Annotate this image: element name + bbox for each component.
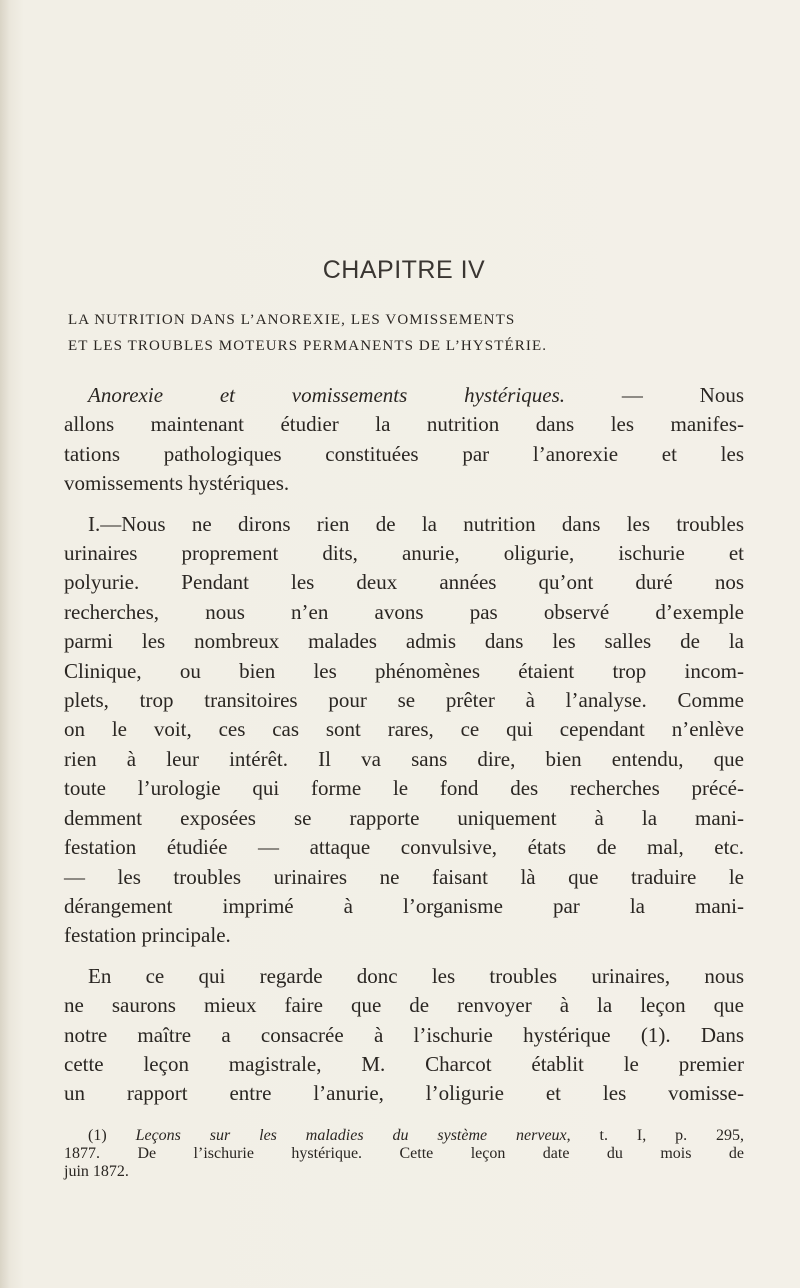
paragraph-troubles-urinaires — [64, 510, 744, 951]
paragraph-lead-rest: — Nous — [565, 383, 744, 407]
paragraph-line: rien à leur intérêt. Il va sans dire, bien entendu, que — [64, 746, 744, 771]
paragraph-lead-italic: Anorexie et vomissements hystériques. — [88, 383, 566, 407]
paragraph-line: Clinique, ou bien les phénomènes étaient trop incom- — [64, 658, 744, 683]
paragraph-line: notre maître a consacrée à l’ischurie hystérique (1). Dans — [64, 1022, 744, 1047]
paragraph-line: un rapport entre l’anurie, l’oligurie et les vomisse- — [64, 1081, 744, 1106]
paragraph-line: on le voit, ces cas sont rares, ce qui cependant n’enlève — [64, 717, 744, 742]
paragraph-line: I.—Nous ne dirons rien de la nutrition dans les troubles — [88, 511, 744, 536]
footnote-line: 1877. De l’ischurie hystérique. Cette leçon date du mois de — [64, 1144, 744, 1162]
paragraph-ischurie — [64, 962, 744, 1109]
footnote-line — [64, 1127, 744, 1145]
footnote-marker: (1) — [88, 1126, 136, 1144]
chapter-heading: CHAPITRE IV — [322, 256, 486, 284]
section-title-line-1: LA NUTRITION DANS L’ANOREXIE, LES VOMISSEMENTS — [68, 312, 516, 328]
paragraph-line: cette leçon magistrale, M. Charcot établit le premier — [64, 1051, 744, 1076]
paragraph-line: allons maintenant étudier la nutrition dans les manifes- — [64, 412, 744, 437]
paragraph-line: demment exposées se rapporte uniquement à la mani- — [64, 805, 744, 830]
paragraph-line: plets, trop transitoires pour se prêter à l’analyse. Comme — [64, 688, 744, 713]
paragraph-line: toute l’urologie qui forme le fond des recherches précé- — [64, 776, 744, 801]
footnote-italic-title: Leçons sur les maladies du système nerveux — [135, 1126, 567, 1144]
footnote-line: juin 1872. — [64, 1162, 129, 1180]
page-content — [64, 256, 744, 1181]
paragraph-line: tations pathologiques constituées par l’anorexie et les — [64, 441, 744, 466]
paragraph-line — [64, 381, 744, 410]
footnote — [64, 1127, 744, 1181]
paragraph-anorexie — [64, 381, 744, 499]
section-title-line-2: ET LES TROUBLES MOTEURS PERMANENTS DE L’HYSTÉRIE. — [68, 338, 548, 354]
paragraph-line: ne saurons mieux faire que de renvoyer à la leçon que — [64, 993, 744, 1018]
paragraph-line: festation étudiée — attaque convulsive, états de mal, etc. — [64, 835, 744, 860]
paragraph-line: urinaires proprement dits, anurie, oligurie, ischurie et — [64, 541, 744, 566]
section-title — [64, 307, 744, 359]
paragraph-line: dérangement imprimé à l’organisme par la mani- — [64, 893, 744, 918]
paragraph-line: — les troubles urinaires ne faisant là que traduire le — [64, 864, 744, 889]
paragraph-line: En ce qui regarde donc les troubles urinaires, nous — [88, 963, 744, 988]
footnote-rest: , t. I, p. 295, — [566, 1126, 745, 1144]
paragraph-line: vomissements hystériques. — [64, 471, 290, 496]
paragraph-line: polyurie. Pendant les deux années qu’ont duré nos — [64, 570, 744, 595]
paragraph-line: festation principale. — [64, 923, 231, 948]
paragraph-line: parmi les nombreux malades admis dans les salles de la — [64, 629, 744, 654]
paragraph-line: recherches, nous n’en avons pas observé d’exemple — [64, 599, 744, 624]
